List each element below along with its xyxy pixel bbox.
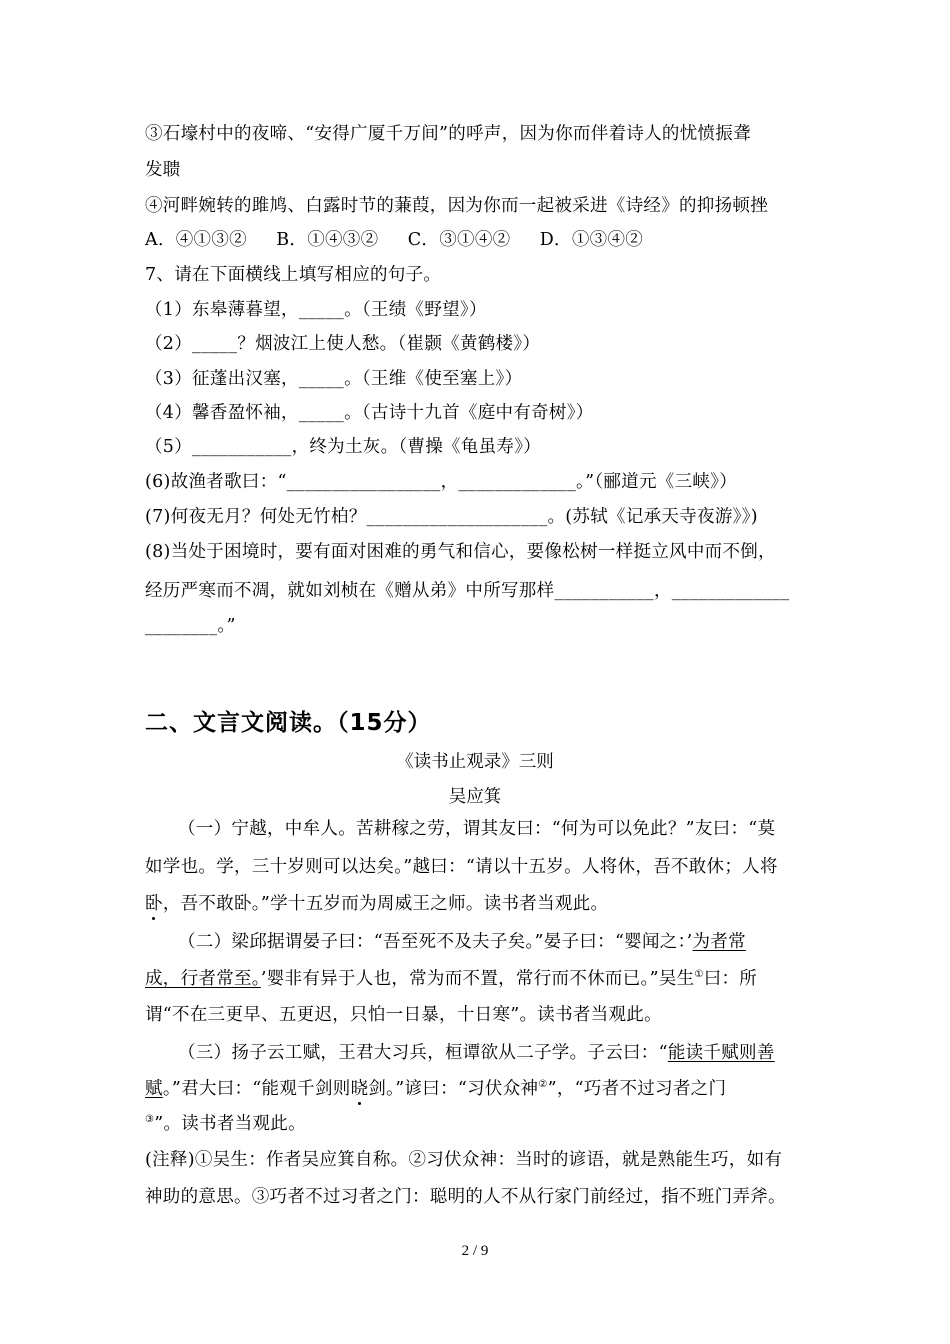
underlined-phrase-2: 能读千赋则善: [667, 1043, 775, 1063]
page-number: 2 / 9: [461, 1243, 489, 1259]
passage-3-text: ”，“巧者不过习者之门: [547, 1079, 727, 1099]
passage-1-line-2: 如学也。学，三十岁则可以达矣。”越曰：“请以十五岁。人将休，吾不敢休；人将: [145, 857, 778, 877]
fill-item-3: （3）征蓬出汉塞，_____。（王维《使至塞上》）: [145, 369, 523, 389]
passage-1-line-3: [145, 892, 608, 916]
underlined-phrase-2-cont: 赋: [145, 1079, 163, 1099]
passage-3-text: 。”君大曰：“能观千剑则: [162, 1079, 351, 1099]
option-4-line: ④河畔婉转的雎鸠、白露时节的蒹葭，因为你而一起被采进《诗经》的抑扬顿挫: [145, 196, 768, 216]
dotted-character: 卧: [145, 894, 163, 914]
passage-2-line-3: 谓“不在三更早、五更迟，只怕一日暴，十日寒”。读书者当观此。: [145, 1005, 662, 1025]
passage-3-line-2: [145, 1077, 726, 1101]
footnote-marker-3: ③: [145, 1114, 155, 1125]
footnote-marker-2: ②: [538, 1079, 548, 1090]
passage-3-line-3: [145, 1112, 306, 1136]
dotted-character-2: 晓: [350, 1079, 369, 1099]
passage-author: 吴应箕: [448, 787, 502, 807]
passage-1-line-3-text: ，吾不敢卧。”学十五岁而为周威王之师。读书者当观此。: [162, 894, 609, 914]
passage-2-text: ’婴非有异于人也，常为而不置，常行而不休而已。”吴生: [260, 969, 695, 989]
section-heading: 二、文言文阅读。（15分）: [145, 710, 432, 736]
passage-3-text: ”。读书者当观此。: [154, 1114, 306, 1134]
fill-item-8-cont: 经历严寒而不凋，就如刘桢在《赠从弟》中所写那样___________，_____________: [145, 581, 790, 601]
notes-line-1: (注释)①吴生：作者吴应箕自称。②习伏众神：当时的谚语，就是熟能生巧，如有: [145, 1150, 783, 1170]
fill-item-8: (8)当处于困境时，要有面对困难的勇气和信心，要像松树一样挺立风中而不倒，: [145, 542, 776, 562]
question-7-title: 7、请在下面横线上填写相应的句子。: [145, 265, 442, 285]
passage-title: 《读书止观录》三则: [396, 752, 554, 772]
fill-item-1: （1）东皋薄暮望，_____。（王绩《野望》）: [145, 300, 487, 320]
underlined-phrase-cont: 成，行者常至。: [145, 969, 261, 989]
fill-item-2: （2）_____？烟波江上使人愁。（崔颢《黄鹤楼》）: [145, 334, 541, 354]
fill-item-8-end: ________。”: [145, 616, 236, 636]
passage-3-text: 剑。”谚曰：“习伏众神: [368, 1079, 539, 1099]
passage-3-line-1: [178, 1041, 775, 1065]
answer-choices: A．④①③② B．①④③② C．③①④② D．①③④②: [145, 230, 644, 250]
passage-2-line-2: [145, 967, 757, 991]
option-3-line-cont: 发聩: [145, 160, 181, 180]
passage-3-text: （三）扬子云工赋，王君大习兵，桓谭欲从二子学。子云曰：“: [178, 1043, 668, 1063]
passage-1-line-1: （一）宁越，中牟人。苦耕稼之劳，谓其友曰：“何为可以免此？”友曰：“莫: [178, 819, 776, 839]
fill-item-6: (6)故渔者歌曰：“_________________，_____________。”（郦道元《三峡》）: [145, 472, 738, 492]
footnote-marker-1: ①: [694, 969, 704, 980]
fill-item-7: (7)何夜无月？何处无竹柏？____________________。(苏轼《记承天寺夜游》》): [145, 507, 758, 527]
passage-2-text: （二）梁邱据谓晏子曰：“吾至死不及夫子矣。”晏子曰：“婴闻之：’: [178, 932, 693, 952]
passage-2-line-1: [178, 930, 746, 954]
option-3-line: ③石壕村中的夜啼、“安得广厦千万间”的呼声，因为你而伴着诗人的忧愤振聋: [145, 124, 751, 144]
fill-item-4: （4）馨香盈怀袖，_____。（古诗十九首《庭中有奇树》）: [145, 403, 594, 423]
passage-2-text: 曰：所: [703, 969, 758, 989]
underlined-phrase: 为者常: [692, 932, 746, 952]
notes-line-2: 神助的意思。③巧者不过习者之门：聪明的人不从行家门前经过，指不班门弄斧。: [145, 1187, 786, 1207]
fill-item-5: （5）___________，终为土灰。（曹操《龟虽寿》）: [145, 437, 542, 457]
